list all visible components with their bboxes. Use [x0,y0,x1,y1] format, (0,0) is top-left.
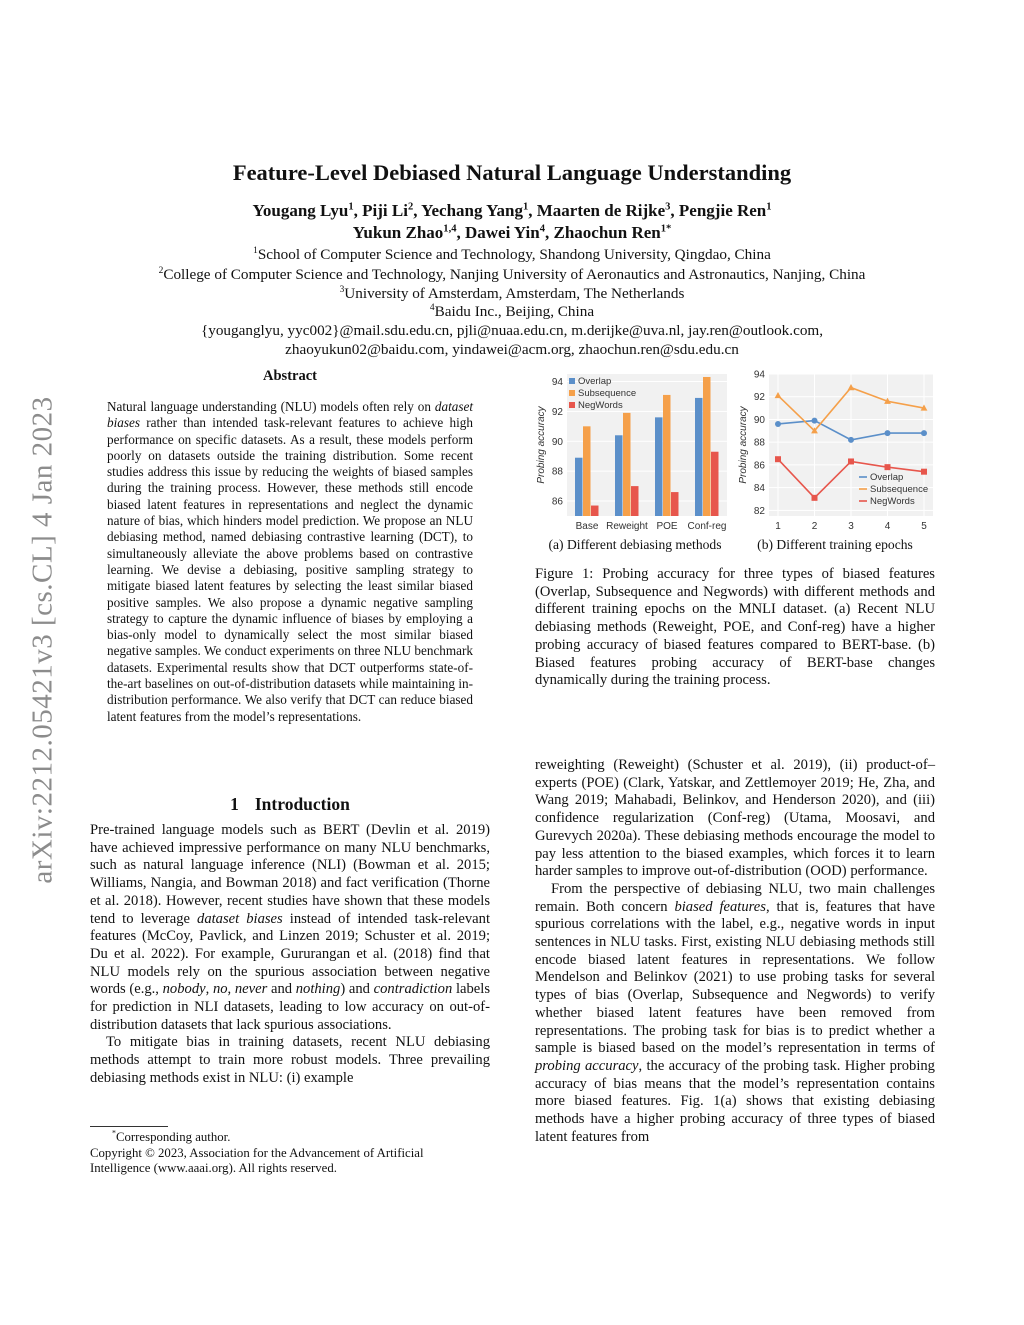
bar-subsequence [623,413,631,516]
y-tick-label: 86 [551,496,563,508]
footnote [90,1130,490,1177]
intro-right-column [535,757,935,1146]
bar-subsequence [583,426,591,516]
affiliation-text: University of Amsterdam, Amsterdam, The Netherlands [344,285,685,302]
y-tick-label: 94 [551,376,563,388]
point-overlap [812,418,818,424]
authors-line-1: Yougang Lyu$^1$, Piji Li$^2$, Yechang Yang$^1$, Maarten de Rijke$^3$, Pengjie Ren$^1$ [252,201,772,220]
y-tick-label: 84 [753,483,765,495]
figure-1 [535,370,935,560]
emphasis-text: contradiction [373,981,453,998]
legend-label: NegWords [870,496,915,507]
affiliation-line [0,285,1024,303]
point-negwords [848,458,854,464]
text-run: and [267,981,296,998]
affiliation-mark: 4 [429,302,435,313]
y-tick-label: 90 [753,414,765,426]
emphasis-text: nobody [162,981,206,998]
point-negwords [812,495,818,501]
emphasis-text: dataset biases [197,910,283,927]
author-name: Yukun Zhao [352,223,444,242]
emphasis-text: biased features [674,898,766,915]
y-axis-label: Probing accuracy [738,406,749,484]
affiliation-text: College of Computer Science and Technology, Nanjing University of Aeronautics and Astronautics, Nanjing, China [163,266,866,283]
affiliation-line [0,246,1024,264]
x-tick-label: Base [575,521,599,532]
section-heading-introduction [90,794,490,815]
bar-negwords [711,452,719,516]
point-negwords [921,469,927,475]
x-tick-label: POE [656,521,678,532]
author-affiliation-mark: 4 [539,223,545,235]
x-tick-label: Conf-reg [687,521,727,532]
author-affiliation-mark: 2 [407,201,414,213]
affiliation-mark: 3 [339,284,345,295]
point-negwords [775,456,781,462]
author-affiliation-mark: 1* [660,223,672,235]
legend-swatch [569,390,575,396]
author-name: Yechang Yang [421,201,523,220]
text-run: From the perspective of debiasing NLU, two main challenges remain. Both concern [535,880,935,915]
corresponding-author-note: Corresponding author. [115,1130,231,1144]
copyright-line-2: Intelligence (www.aaai.org). All rights reserved. [90,1161,337,1176]
y-tick-label: 86 [753,460,765,472]
bar-overlap [655,417,663,516]
legend-label: Subsequence [578,388,637,399]
abstract-text [107,399,473,725]
text-run: Pre-trained language models such as BERT (Devlin et al. 2019) have achieved impressive performance on many NLU benchmarks, such as natural language inference (NLI) (Bowman et al. 2015; Williams, Nangia, and Bowman 2018) and fact verification (Thorne et al. 2018). However, recent studies have shown that these models tend to leverage [90,822,490,927]
y-tick-label: 88 [551,466,563,478]
arxiv-identifier: arXiv:2212.05421v3 [cs.CL] 4 Jan 2023 [26,396,59,884]
paper-title: Feature-Level Debiased Natural Language Understanding [232,160,792,185]
point-overlap [921,430,927,436]
affiliation-line [0,303,1024,321]
intro-paragraph-4 [535,881,935,1147]
author-name: Piji Li [362,201,408,220]
section-title: Introduction [254,794,350,814]
x-tick-label: 2 [811,521,818,532]
y-tick-label: 88 [753,437,765,449]
footnote-mark: * [112,1128,116,1138]
text-run: Natural language understanding (NLU) models often rely on [107,399,435,414]
emphasis-text: dataset biases [107,399,473,431]
intro-paragraph-1 [90,822,490,1034]
y-tick-label: 92 [551,406,563,418]
copyright-line-1: Copyright © 2023, Association for the Advancement of Artificial [90,1145,424,1160]
point-negwords [885,464,891,470]
legend-label: Overlap [870,472,904,483]
y-axis-label: Probing accuracy [536,406,547,484]
author-affiliation-mark: 1 [348,201,354,213]
author-name: Dawei Yin [464,223,540,242]
legend-label: Overlap [578,376,612,387]
author-name: Maarten de Rijke [536,201,666,220]
text-run: , [205,981,213,998]
affiliation-line [0,266,1024,284]
x-tick-label: 3 [848,521,854,532]
arxiv-sidebar [14,320,72,960]
text-run: , that is, features that have spurious correlations with the label, e.g., negative words in input sentences in NLU tasks. First, existing NLU debiasing methods still encode biased latent features in representations. We follow Mendelson and Belinkov (2021) to use probing tasks for several types of bias (Overlap, Subsequence and Negwords) to verify whether biased latent features have been removed from representations. The probing task for bias is to predict whether a sample is biased based on the model’s representation in terms of [535,898,935,1057]
subcaption-a: (a) Different debiasing methods [548,537,722,552]
legend-label: NegWords [578,400,623,411]
text-run: labels for prediction in NLI datasets, leading to low accuracy on out-of-distribution datasets that lack spurious associations. [90,981,491,1033]
bar-negwords [671,492,679,516]
y-tick-label: 92 [753,392,765,404]
x-tick-label: 5 [921,521,927,532]
legend-swatch [569,402,575,408]
emails-line-2: zhaoyukun02@baidu.com, yindawei@acm.org, zhaochun.ren@sdu.edu.cn [285,341,739,358]
x-tick-label: Reweight [606,521,648,532]
affiliation-text: School of Computer Science and Technology, Shandong University, Qingdao, China [257,246,771,263]
author-name: Pengjie Ren [678,201,767,220]
x-tick-label: 1 [775,521,781,532]
legend-swatch [569,378,575,384]
bar-overlap [615,435,623,516]
emphasis-text: no [212,981,228,998]
figure-1-caption: Figure 1: Probing accuracy for three types of biased features (Overlap, Subsequence and Negwords) with different methods and different training epochs on the MNLI dataset. (a) Recent NLU debiasing methods (Reweight, POE, and Conf-reg) have a higher probing accuracy of biased features compared to BERT-base. (b) Biased features probing accuracy of BERT-base changes dynamically during the training process. [535,566,935,689]
line-chart-training-epochs [737,370,935,535]
affiliation-mark: 1 [253,245,258,256]
author-name: Yougang Lyu [252,201,349,220]
authors-line-2: Yukun Zhao$^{1,4}$, Dawei Yin$^4$, Zhaochun Ren$^{1*}$ [352,223,672,242]
text-run: rather than intended task-relevant features to achieve high performance on specific datasets. As a result, these models perform poorly on datasets outside the training distribution. Some recent studies address this issue by reducing the weights of biased samples during the training process. However, these methods still encode biased latent features in representations and neglect the dynamic nature of bias, which hinders model prediction. We propose an NLU debiasing method, named debiasing contrastive learning (DCT), to simultaneously alleviate the above problems based on contrastive learning. We devise a debiasing, positive sampling strategy to mitigate biased latent features by selecting the least similar biased positive samples. We also propose a dynamic negative sampling strategy to capture the dynamic influence of biases by employing a bias-only model to dynamically select the most similar biased negative samples. We conduct experiments on three NLU benchmark datasets. Experimental results show that DCT outperforms state-of-the-art baselines on out-of-distribution datasets while maintaining in-distribution performance. We also verify that DCT can reduce biased latent features from the model’s representations. [107,415,473,724]
author-affiliation-mark: 1,4 [443,223,457,235]
y-tick-label: 82 [753,505,765,517]
subcaption-b: (b) Different training epochs [757,537,913,552]
bar-chart-debiasing-methods [535,370,731,535]
y-tick-label: 94 [753,370,765,381]
author-affiliation-mark: 1 [522,201,529,213]
point-overlap [848,437,854,443]
footnote-rule [90,1126,168,1127]
section-number: 1 [230,794,239,814]
y-tick-label: 90 [551,436,563,448]
emphasis-text: never [234,981,268,998]
emphasis-text: nothing [295,981,341,998]
text-run: instead of intended task-relevant features (McCoy, Pavlick, and Linzen 2019; Schuster et al. 2019; Du et al. 2022). For example, Gururangan et al. (2018) find that NLU models rely on the spurious association between negative words (e.g., [90,910,490,998]
bar-overlap [695,398,703,516]
intro-paragraph-3 [535,757,935,881]
point-overlap [775,421,781,427]
abstract-heading: Abstract [263,368,317,384]
intro-paragraph-2 [90,1034,490,1087]
author-affiliation-mark: 1 [766,201,772,213]
bar-subsequence [703,377,711,516]
text-run: To mitigate bias in training datasets, recent NLU debiasing methods attempt to train more robust models. Three prevailing debiasing methods exist in NLU: (i) example [90,1034,490,1086]
text-run: , the accuracy of the probing task. Higher probing accuracy of bias means that the model’s representation contains more biased features. Fig. 1(a) shows that existing debiasing methods have a higher probing accuracy of three types of biased latent features from [535,1057,935,1145]
text-run: , [227,981,235,998]
emphasis-text: probing accuracy [535,1057,639,1074]
bar-subsequence [663,395,671,516]
bar-negwords [591,506,599,516]
author-name: Zhaochun Ren [553,223,661,242]
x-tick-label: 4 [884,521,891,532]
text-run: ) and [340,981,374,998]
text-run: reweighting (Reweight) (Schuster et al. 2019), (ii) product-of–experts (POE) (Clark, Yatskar, and Zettlemoyer 2019; He, Zha, and Wang 2019; Mahabadi, Belinkov, and Henderson 2020), and (iii) confidence regularization (Conf-reg) (Utama, Moosavi, and Gurevych 2020a). These debiasing methods encourage the model to pay less attention to the biased examples, which forces it to learn harder samples to improve out-of-distribution (OOD) performance. [535,757,935,880]
affiliation-text: Baidu Inc., Beijing, China [434,303,595,320]
emails-line-1: {youganglyu, yyc002}@mail.sdu.edu.cn, pjli@nuaa.edu.cn, m.derijke@uva.nl, jay.ren@outlook.com, [200,322,824,339]
bar-overlap [575,458,583,516]
bar-negwords [631,486,639,516]
point-overlap [885,430,891,436]
author-affiliation-mark: 3 [665,201,671,213]
legend-label: Subsequence [870,484,929,495]
affiliation-mark: 2 [158,265,164,276]
intro-left-column [90,822,490,1088]
